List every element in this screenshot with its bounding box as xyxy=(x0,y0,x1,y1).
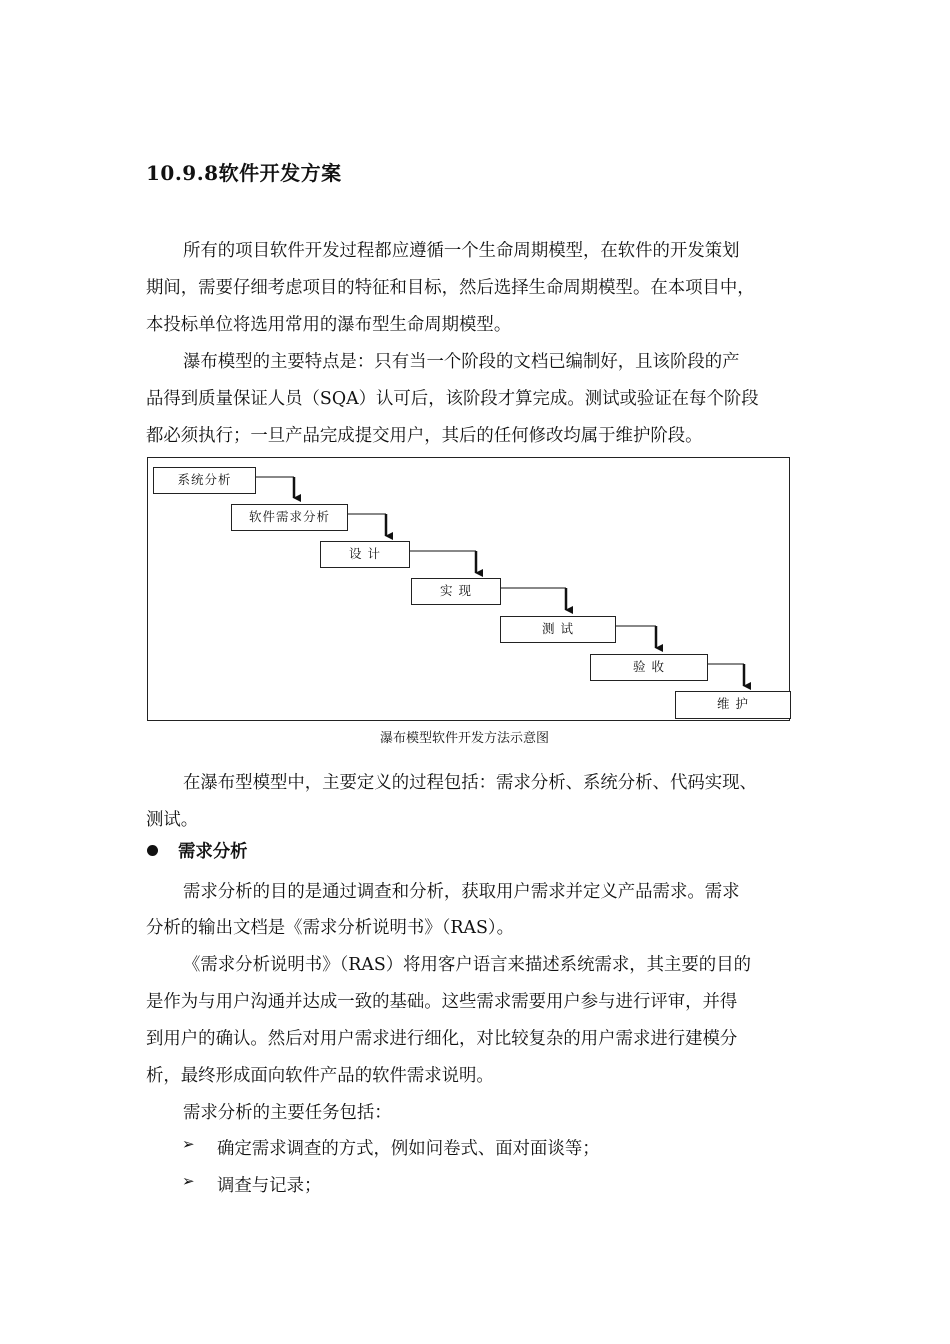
intro-p1-line-3: 本投标单位将选用常用的瀑布型生命周期模型。 xyxy=(146,315,512,335)
stage-testing: 测 试 xyxy=(500,616,616,643)
after-diagram-line-2: 测试。 xyxy=(146,810,199,830)
section-p2-line-2: 是作为与用户沟通并达成一致的基础。这些需求需要用户参与进行评审，并得 xyxy=(146,992,738,1012)
section-p2-line-1: 《需求分析说明书》（RAS）将用客户语言来描述系统需求，其主要的目的 xyxy=(183,955,751,975)
intro-p2-line-2: 品得到质量保证人员（SQA）认可后，该阶段才算完成。测试或验证在每个阶段 xyxy=(146,389,759,409)
intro-p2-line-1: 瀑布模型的主要特点是：只有当一个阶段的文档已编制好，且该阶段的产 xyxy=(183,352,740,372)
task-item-2: 调查与记录； xyxy=(217,1176,322,1196)
section-p1-line-1: 需求分析的目的是通过调查和分析，获取用户需求并定义产品需求。需求 xyxy=(183,882,740,902)
stage-acceptance: 验 收 xyxy=(590,654,708,681)
after-diagram-line-1: 在瀑布型模型中，主要定义的过程包括：需求分析、系统分析、代码实现、 xyxy=(183,773,757,793)
stage-design: 设 计 xyxy=(320,541,410,568)
section-p2-line-3: 到用户的确认。然后对用户需求进行细化，对比较复杂的用户需求进行建模分 xyxy=(146,1029,738,1049)
section-p1-line-2: 分析的输出文档是《需求分析说明书》（RAS）。 xyxy=(146,918,514,938)
arrowhead-bullet-icon: ➢ xyxy=(182,1172,195,1190)
intro-p2-line-3: 都必须执行；一旦产品完成提交用户，其后的任何修改均属于维护阶段。 xyxy=(146,426,703,446)
bullet-icon xyxy=(147,845,158,856)
waterfall-diagram xyxy=(147,457,790,721)
stage-implementation: 实 现 xyxy=(411,578,501,605)
arrowhead-bullet-icon: ➢ xyxy=(182,1135,195,1153)
intro-p1-line-2: 期间，需要仔细考虑项目的特征和目标，然后选择生命周期模型。在本项目中， xyxy=(146,278,755,298)
diagram-caption: 瀑布模型软件开发方法示意图 xyxy=(380,731,550,746)
stage-maintenance: 维 护 xyxy=(675,691,791,719)
section-heading: 10.9.8软件开发方案 xyxy=(146,161,342,185)
section-p2-line-4: 析，最终形成面向软件产品的软件需求说明。 xyxy=(146,1066,494,1086)
section-title: 需求分析 xyxy=(178,842,248,862)
stage-system-analysis: 系统分析 xyxy=(153,467,256,494)
tasks-intro: 需求分析的主要任务包括： xyxy=(183,1103,392,1123)
stage-requirements-analysis: 软件需求分析 xyxy=(231,504,348,531)
task-item-1: 确定需求调查的方式，例如问卷式、面对面谈等； xyxy=(217,1139,600,1159)
intro-p1-line-1: 所有的项目软件开发过程都应遵循一个生命周期模型，在软件的开发策划 xyxy=(183,241,740,261)
